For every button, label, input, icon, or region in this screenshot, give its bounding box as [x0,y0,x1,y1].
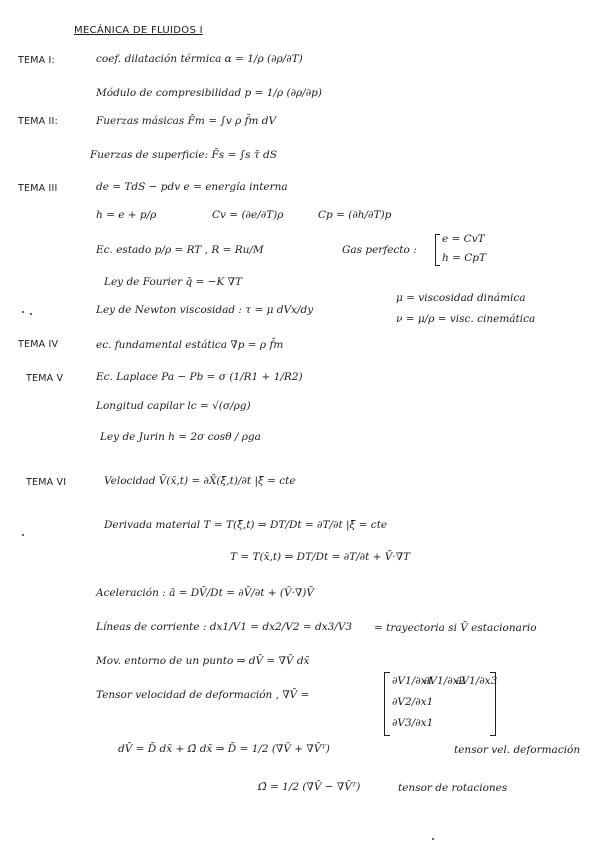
velocity-decomposition: dV̄ = D̄ dx̄ + Ω̄ dx̄ ⇒ D̄ = 1/2 (∇̄V̄ + ∇̄V̄ᵀ) [118,743,330,755]
matrix-left-bracket [384,672,390,736]
fourier-law-formula: Ley de Fourier q̄ = −K ∇̄T [104,276,242,288]
matrix-cell-13: ∂V1/∂x3 [456,675,498,687]
matrix-cell-11: ∂V1/∂x1 [392,675,434,687]
cp-formula: Cp = (∂h/∂T)p [318,209,392,221]
laplace-equation: Ec. Laplace Pa − Pb = σ (1/R1 + 1/R2) [96,371,303,383]
margin-mark [22,311,24,313]
material-derivative-lagrangian: Derivada material T = T(ξ̄,t) ⇒ DT/Dt = ∂T/∂t |ξ̄ = cte [104,519,388,531]
perfect-gas-label: Gas perfecto : [342,244,417,256]
tema-6-label: TEMA VI [26,477,67,488]
matrix-cell-21: ∂V2/∂x1 [392,696,434,708]
kinematic-viscosity-note: ν = μ/ρ = visc. cinemática [396,313,536,325]
deformation-tensor-note: tensor vel. deformación [454,744,581,756]
streamlines-note: = trayectoria si V̄ estacionario [374,622,537,634]
jurin-law-formula: Ley de Jurin h = 2σ cosθ / ρga [100,431,261,443]
cv-formula: Cv = (∂e/∂T)ρ [212,209,284,221]
compressibility-formula: Módulo de compresibilidad p = 1/ρ (∂ρ/∂p) [96,87,322,99]
tema-5-label: TEMA V [26,373,64,384]
margin-mark [432,838,434,840]
dynamic-viscosity-note: μ = viscosidad dinámica [396,292,526,304]
page-title: MECÁNICA DE FLUIDOS I [74,25,203,36]
velocity-definition: Velocidad V̄(x̄,t) = ∂X̄(ξ̄,t)/∂t |ξ̄ = cte [104,475,296,487]
matrix-cell-12: ∂V1/∂x2 [424,675,466,687]
newton-viscosity-formula: Ley de Newton viscosidad : τ = μ dVx/dy [96,304,314,316]
state-equation-formula: Ec. estado p/ρ = RT , R = Ru/M [96,244,264,256]
perfect-gas-enthalpy: h = CpT [442,252,486,264]
tema-4-label: TEMA IV [18,339,59,350]
internal-energy-formula: de = TdS − pdv e = energía interna [96,181,288,193]
tema-1-label: TEMA I: [18,55,55,66]
tema-3-label: TEMA III [18,183,58,194]
mass-forces-formula: Fuerzas másicas F̄m = ∫v ρ f̄m dV [96,115,277,127]
margin-mark [30,313,32,315]
point-neighborhood-motion: Mov. entorno de un punto ⇒ dV̄ = ∇̄V̄ dx̄ [96,655,310,667]
rotation-tensor-formula: Ω̄ = 1/2 (∇̄V̄ − ∇̄V̄ᵀ) [258,781,361,793]
streamlines-formula: Líneas de corriente : dx1/V1 = dx2/V2 = dx3/V3 [96,621,353,633]
perfect-gas-internal-energy: e = CvT [442,233,485,245]
perfect-gas-brace [435,234,440,266]
tema-2-label: TEMA II: [18,116,58,127]
matrix-cell-31: ∂V3/∂x1 [392,717,434,729]
capillary-length-formula: Longitud capilar lc = √(σ/ρg) [96,400,251,412]
material-derivative-eulerian: T = T(x̄,t) ⇒ DT/Dt = ∂T/∂t + V̄·∇̄T [230,551,411,563]
enthalpy-formula: h = e + p/ρ [96,209,157,221]
fundamental-statics-equation: ec. fundamental estática ∇̄p = ρ f̄m [96,339,284,351]
margin-mark [22,534,24,536]
thermal-expansion-formula: coef. dilatación térmica α = 1/ρ (∂ρ/∂T) [96,53,303,65]
acceleration-formula: Aceleración : ā = DV̄/Dt = ∂V̄/∂t + (V̄·∇̄)V̄ [96,587,314,599]
deformation-rate-tensor-label: Tensor velocidad de deformación , ∇̄V̄ = [96,689,310,701]
rotation-tensor-note: tensor de rotaciones [398,782,508,794]
surface-forces-formula: Fuerzas de superficie: F̄s = ∫s τ̄ dS [90,149,277,161]
